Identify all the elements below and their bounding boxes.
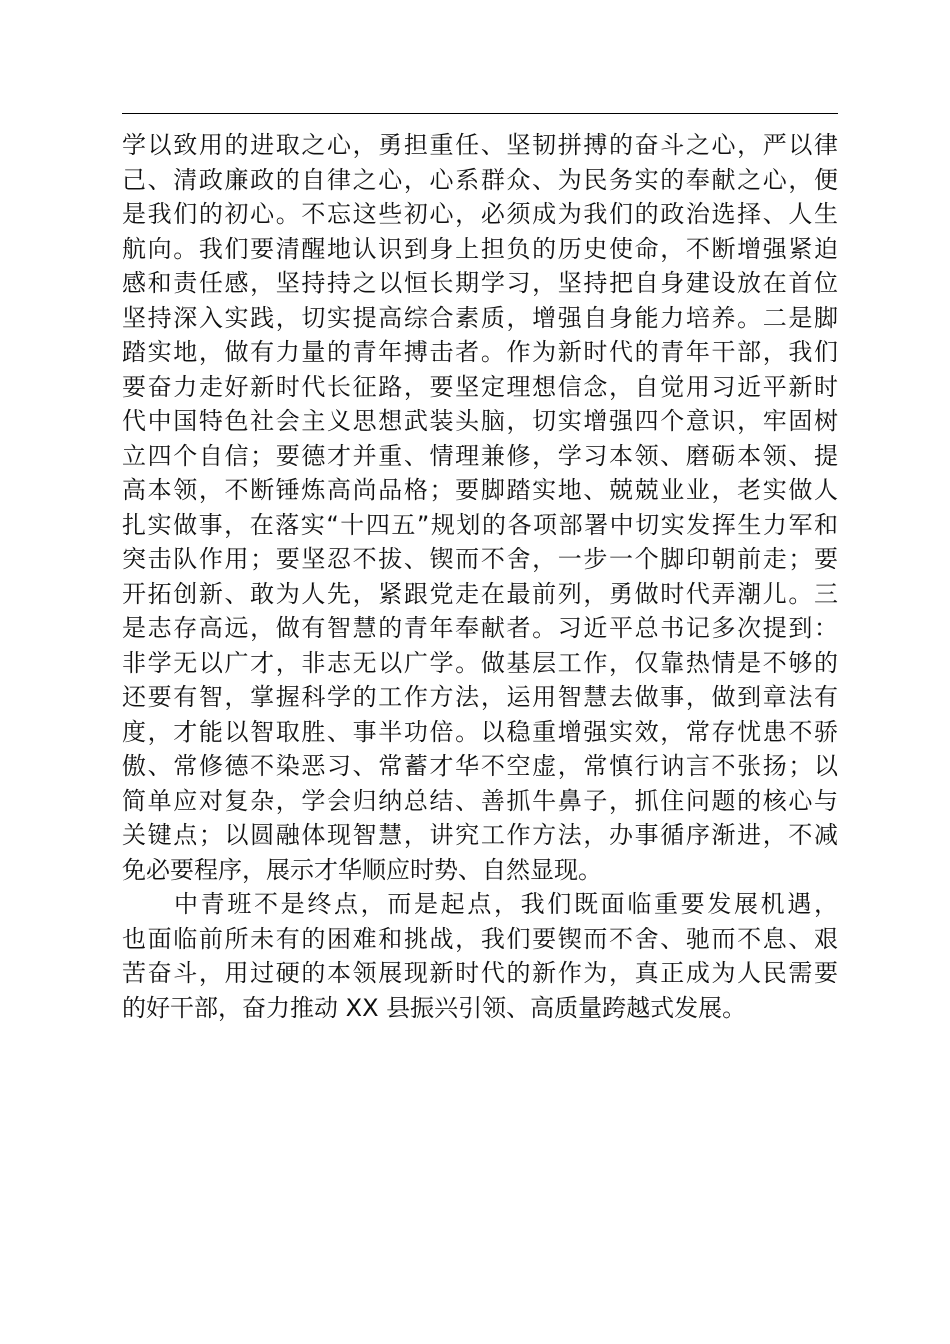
text-line: 踏实地，做有力量的青年搏击者。作为新时代的青年干部，我们	[122, 338, 838, 366]
text-line: 立四个自信；要德才并重、情理兼修，学习本领、磨砺本领、提	[122, 441, 838, 470]
text-line: 苦奋斗，用过硬的本领展现新时代的新作为，真正成为人民需要	[122, 959, 838, 987]
text-line: 非学无以广才，非志无以广学。做基层工作，仅靠热情是不够的	[122, 648, 838, 677]
text-line: 突击队作用；要坚忍不拔、锲而不舍，一步一个脚印朝前走；要	[122, 545, 838, 573]
text-line: 傲、常修德不染恶习、常蓄才华不空虚，常慎行讷言不张扬；以	[122, 752, 838, 780]
text-line: 开拓创新、敢为人先，紧跟党走在最前列，勇做时代弄潮儿。三	[122, 579, 838, 608]
text-line: 学以致用的进取之心，勇担重任、坚韧拼搏的奋斗之心，严以律	[122, 131, 838, 159]
text-line: 坚持深入实践，切实提高综合素质，增强自身能力培养。二是脚	[122, 303, 838, 332]
text-line: 度，才能以智取胜、事半功倍。以稳重增强实效，常存忧患不骄	[122, 717, 838, 746]
text-line: 要奋力走好新时代长征路，要坚定理想信念，自觉用习近平新时	[122, 372, 838, 401]
header-rule	[122, 113, 838, 114]
text-line: 的好干部，奋力推动 XX 县振兴引领、高质量跨越式发展。	[122, 993, 747, 1022]
text-line: 是志存高远，做有智慧的青年奉献者。习近平总书记多次提到：	[122, 614, 838, 642]
text-line: 免必要程序，展示才华顺应时势、自然显现。	[122, 855, 602, 884]
text-line: 还要有智，掌握科学的工作方法，运用智慧去做事，做到章法有	[122, 683, 838, 711]
text-line: 感和责任感，坚持持之以恒长期学习，坚持把自身建设放在首位	[122, 269, 838, 297]
text-line: 关键点；以圆融体现智慧，讲究工作方法，办事循序渐进，不减	[122, 821, 838, 849]
paragraph-first-line: 中青班不是终点，而是起点，我们既面临重要发展机遇，	[174, 890, 838, 918]
text-line: 简单应对复杂，学会归纳总结、善抓牛鼻子，抓住问题的核心与	[122, 786, 838, 815]
text-line: 航向。我们要清醒地认识到身上担负的历史使命，不断增强紧迫	[122, 234, 838, 263]
text-line: 己、清政廉政的自律之心，心系群众、为民务实的奉献之心，便	[122, 165, 838, 194]
text-line: 代中国特色社会主义思想武装头脑，切实增强四个意识，牢固树	[122, 407, 838, 435]
text-line: 也面临前所未有的困难和挑战，我们要锲而不舍、驰而不息、艰	[122, 924, 838, 953]
text-line: 是我们的初心。不忘这些初心，必须成为我们的政治选择、人生	[122, 200, 838, 228]
document-body	[122, 128, 838, 1025]
text-line: 高本领，不断锤炼高尚品格；要脚踏实地、兢兢业业，老实做人	[122, 476, 838, 504]
text-line: 扎实做事，在落实“十四五”规划的各项部署中切实发挥生力军和	[122, 510, 838, 539]
